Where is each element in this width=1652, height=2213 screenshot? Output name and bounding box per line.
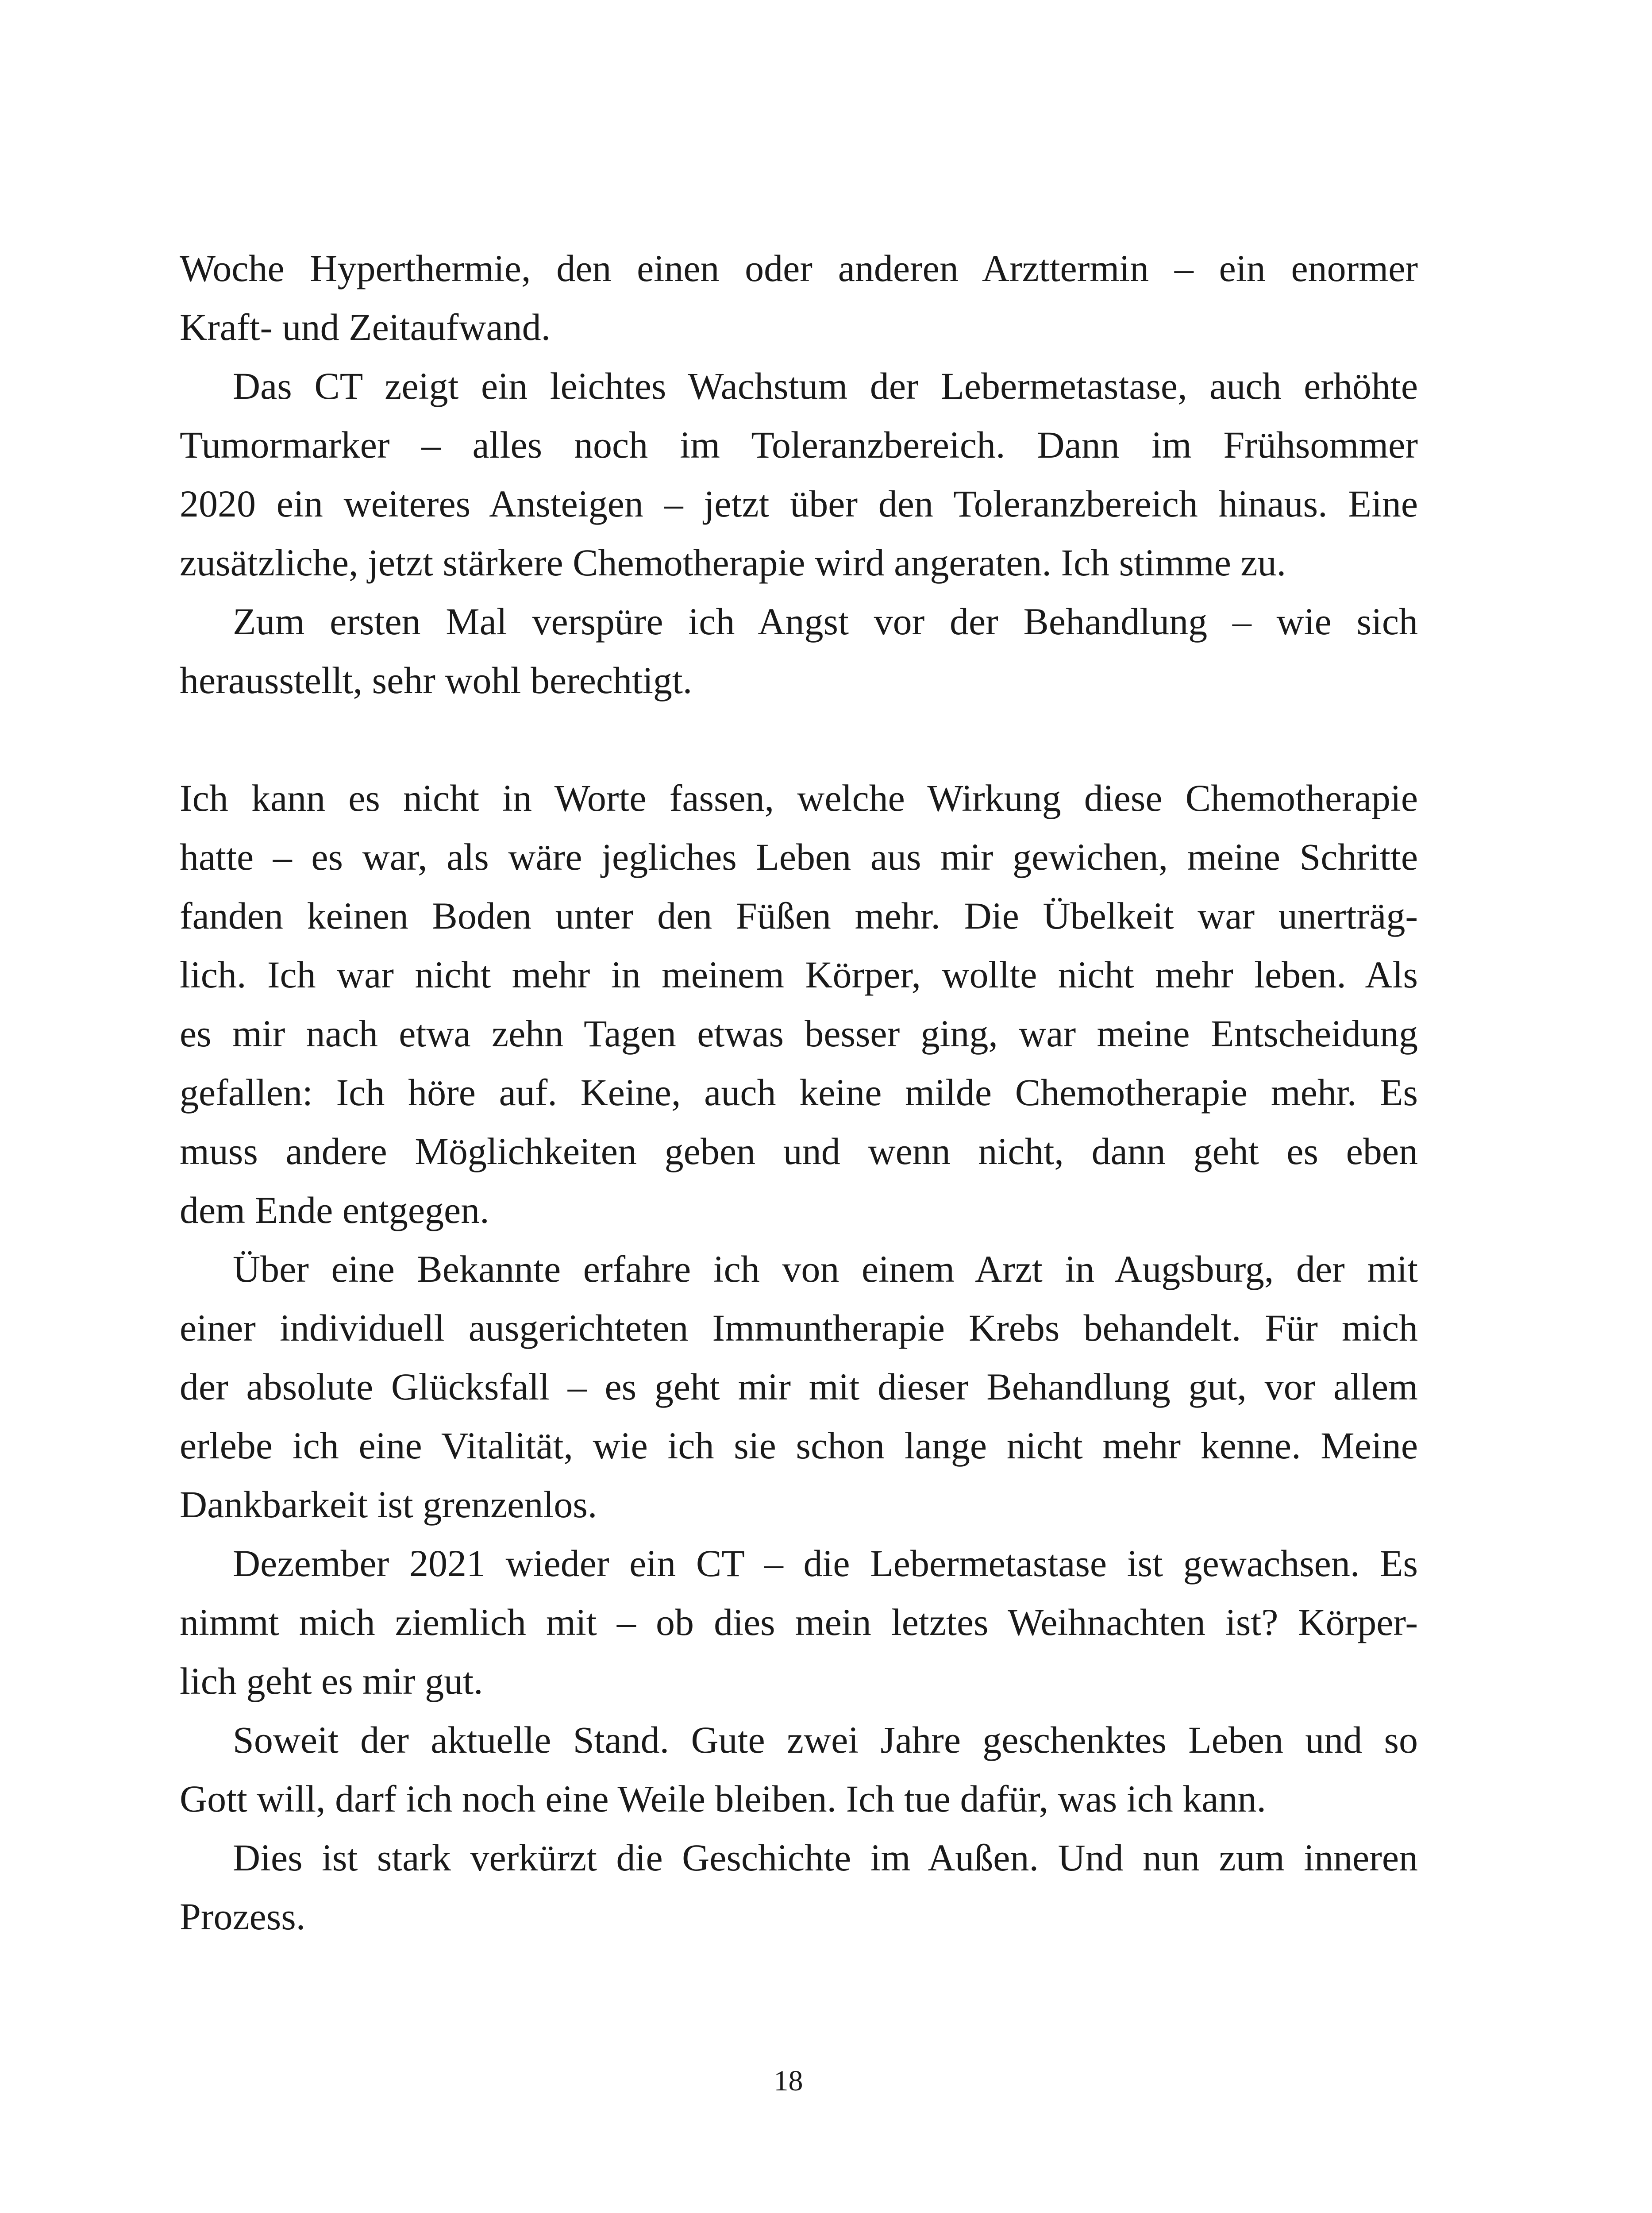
text-line: Gott will, darf ich noch eine Weile bleiben. Ich tue dafür, was ich kann. — [180, 1777, 1266, 1820]
text-line: Tumormarker – alles noch im Toleranzbereich. Dann im Frühsommer — [180, 424, 1418, 466]
text-line: Kraft- und Zeitaufwand. — [180, 306, 551, 348]
text-line: dem Ende entgegen. — [180, 1189, 489, 1231]
text-line: einer individuell ausgerichteten Immuntherapie Krebs behandelt. Für mich — [180, 1307, 1418, 1349]
text-line: Zum ersten Mal verspüre ich Angst vor der Behandlung – wie sich — [233, 600, 1418, 643]
text-line: lich geht es mir gut. — [180, 1660, 483, 1702]
text-line: nimmt mich ziemlich mit – ob dies mein letztes Weihnachten ist? Körper- — [180, 1601, 1418, 1643]
paragraph — [180, 592, 1418, 710]
paragraph — [180, 1240, 1418, 1534]
paragraph — [180, 769, 1418, 1240]
text-line: muss andere Möglichkeiten geben und wenn nicht, dann geht es eben — [180, 1130, 1418, 1172]
text-line: lich. Ich war nicht mehr in meinem Körper, wollte nicht mehr leben. Als — [180, 953, 1418, 996]
text-line: herausstellt, sehr wohl berechtigt. — [180, 659, 693, 702]
page-number: 18 — [774, 2065, 803, 2097]
paragraph — [180, 357, 1418, 592]
text-line: der absolute Glücksfall – es geht mir mit dieser Behandlung gut, vor allem — [180, 1365, 1418, 1408]
text-line: Das CT zeigt ein leichtes Wachstum der Lebermetastase, auch erhöhte — [233, 365, 1418, 407]
text-line: zusätzliche, jetzt stärkere Chemotherapie wird angeraten. Ich stimme zu. — [180, 541, 1286, 584]
text-line: Ich kann es nicht in Worte fassen, welche Wirkung diese Chemotherapie — [180, 777, 1418, 819]
text-line: Soweit der aktuelle Stand. Gute zwei Jahre geschenktes Leben und so — [233, 1719, 1418, 1761]
text-line: 2020 ein weiteres Ansteigen – jetzt über den Toleranzbereich hinaus. Eine — [180, 482, 1418, 525]
body-text — [180, 239, 1418, 1946]
text-line: Prozess. — [180, 1895, 306, 1938]
text-line: fanden keinen Boden unter den Füßen mehr. Die Übelkeit war unerträg- — [180, 894, 1418, 937]
text-line: hatte – es war, als wäre jegliches Leben aus mir gewichen, meine Schritte — [180, 836, 1418, 878]
paragraph — [180, 1534, 1418, 1711]
text-line: gefallen: Ich höre auf. Keine, auch keine milde Chemotherapie mehr. Es — [180, 1071, 1418, 1114]
text-line: Woche Hyperthermie, den einen oder anderen Arzttermin – ein enormer — [180, 247, 1418, 289]
text-line: Dankbarkeit ist grenzenlos. — [180, 1483, 597, 1526]
paragraph — [180, 1711, 1418, 1828]
paragraph — [180, 1828, 1418, 1946]
section-break — [180, 710, 1418, 769]
paragraph — [180, 239, 1418, 357]
text-line: es mir nach etwa zehn Tagen etwas besser ging, war meine Entscheidung — [180, 1012, 1418, 1055]
text-line: Dies ist stark verkürzt die Geschichte im Außen. Und nun zum inneren — [233, 1836, 1418, 1879]
text-line: Über eine Bekannte erfahre ich von einem Arzt in Augsburg, der mit — [233, 1248, 1418, 1290]
text-line: Dezember 2021 wieder ein CT – die Lebermetastase ist gewachsen. Es — [233, 1542, 1418, 1585]
text-line: erlebe ich eine Vitalität, wie ich sie schon lange nicht mehr kenne. Meine — [180, 1424, 1418, 1467]
